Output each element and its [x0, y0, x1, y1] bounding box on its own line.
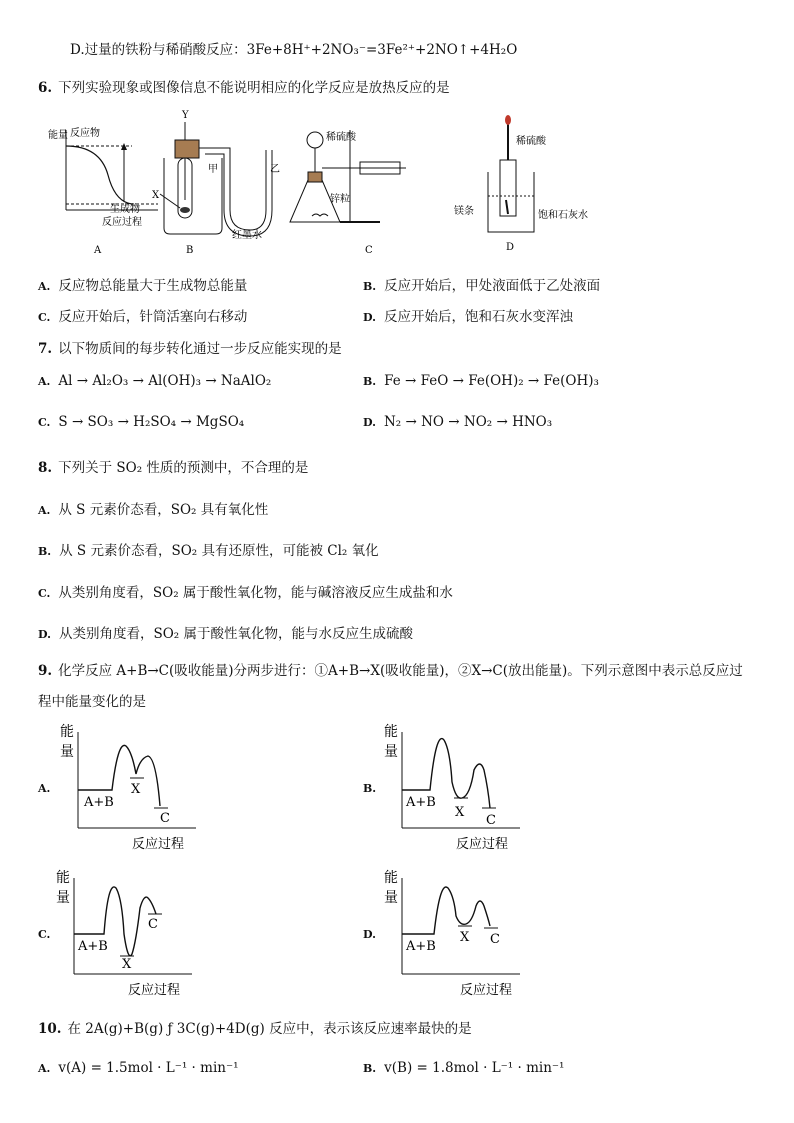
q8-option-a[interactable]	[38, 498, 268, 518]
option-label: A.	[38, 1062, 51, 1075]
question-8-stem	[38, 456, 308, 476]
q9-graph-a	[56, 718, 206, 856]
option-label: B.	[363, 782, 377, 795]
q10-option-b[interactable]	[363, 1060, 564, 1076]
q9-graph-d	[380, 864, 530, 1002]
option-text: N₂ → NO → NO₂ → HNO₃	[383, 414, 553, 430]
fig-d-lime: 饱和石灰水	[538, 210, 588, 221]
graph-ylabel: 能	[56, 870, 70, 886]
graph-end: C	[160, 811, 170, 826]
question-7-stem	[38, 337, 342, 357]
option-label: B.	[363, 1062, 377, 1075]
option-label: A.	[38, 280, 51, 293]
fig-a-xlabel: 反应过程	[102, 217, 142, 228]
question-10-stem	[38, 1017, 472, 1037]
option-label: B.	[38, 545, 52, 558]
graph-start: A+B	[406, 939, 436, 954]
figure-d-apparatus	[454, 115, 588, 253]
q9-graph-b	[380, 718, 530, 856]
question-text: 下列关于 SO₂ 性质的预测中，不合理的是	[58, 460, 309, 476]
fig-b-water: 红墨水	[232, 230, 262, 241]
option-label: D.	[38, 628, 51, 641]
graph-ylabel: 量	[56, 890, 70, 906]
graph-mid: X	[455, 805, 465, 820]
graph-ylabel: 能	[384, 870, 398, 886]
graph-ylabel: 量	[60, 744, 74, 760]
q6-figures	[40, 110, 600, 260]
figure-a-energy-diagram	[48, 126, 158, 256]
fig-b-y: Y	[182, 110, 189, 121]
question-text: 下列实验现象或图像信息不能说明相应的化学反应是放热反应的是	[58, 80, 450, 96]
graph-ylabel: 能	[60, 724, 74, 740]
option-text: v(B) = 1.8mol · L⁻¹ · min⁻¹	[384, 1060, 565, 1076]
graph-start: A+B	[78, 939, 108, 954]
question-number: 7.	[38, 341, 53, 357]
graph-mid: X	[460, 930, 470, 945]
option-text: v(A) = 1.5mol · L⁻¹ · min⁻¹	[58, 1060, 239, 1076]
option-text: 从 S 元素价态看，SO₂ 具有还原性，可能被 Cl₂ 氧化	[59, 543, 379, 559]
fig-a-ylabel: 能量	[48, 130, 68, 141]
fig-b-jia: 甲	[208, 164, 218, 175]
graph-ylabel: 量	[384, 890, 398, 906]
option-text: 从类别角度看，SO₂ 属于酸性氧化物，能与水反应生成硫酸	[58, 626, 414, 642]
question-number: 9.	[38, 663, 53, 679]
graph-xlabel: 反应过程	[128, 983, 181, 998]
q6-option-c[interactable]	[38, 305, 247, 325]
graph-end: C	[486, 813, 496, 828]
prev-option-d: D.过量的铁粉与稀硝酸反应：3Fe+8H⁺+2NO₃⁻=3Fe²⁺+2NO↑+4H₂O	[70, 42, 518, 58]
graph-end: C	[148, 917, 158, 932]
q6-option-d[interactable]	[363, 305, 573, 325]
option-text: 反应开始后，甲处液面低于乙处液面	[384, 278, 601, 294]
option-label: D.	[363, 311, 376, 324]
option-label: B.	[363, 375, 377, 388]
graph-mid: X	[131, 782, 141, 797]
fig-c-zinc: 锌粒	[330, 194, 350, 205]
q7-option-c[interactable]	[38, 414, 244, 430]
question-number: 10.	[38, 1021, 62, 1037]
graph-mid: X	[122, 957, 132, 972]
q8-option-d[interactable]	[38, 622, 413, 642]
fig-d-acid: 稀硫酸	[516, 136, 546, 147]
figure-c-apparatus	[290, 130, 406, 256]
graph-ylabel: 能	[384, 724, 398, 740]
graph-start: A+B	[406, 795, 436, 810]
option-label: B.	[363, 280, 377, 293]
fig-a-reactant: 反应物	[70, 128, 100, 139]
fig-d-mg: 镁条	[454, 206, 474, 217]
graph-xlabel: 反应过程	[132, 837, 185, 852]
question-text: 化学反应 A+B→C(吸收能量)分两步进行：①A+B→X(吸收能量)，②X→C(放出能量)。下列示意图中表示总反应过	[58, 663, 743, 679]
q6-option-a[interactable]	[38, 274, 247, 294]
question-number: 6.	[38, 80, 53, 96]
figure-b-apparatus	[152, 110, 280, 256]
graph-xlabel: 反应过程	[456, 837, 509, 852]
q6-option-b[interactable]	[363, 274, 600, 294]
question-9-stem-line2: 程中能量变化的是	[38, 694, 146, 710]
option-text: 从类别角度看，SO₂ 属于酸性氧化物，能与碱溶液反应生成盐和水	[58, 585, 453, 601]
option-label: C.	[38, 928, 51, 941]
option-text: S → SO₃ → H₂SO₄ → MgSO₄	[58, 414, 245, 430]
option-label: C.	[38, 311, 51, 324]
option-text: 反应开始后，饱和石灰水变浑浊	[383, 309, 573, 325]
fig-d-caption: D	[506, 242, 515, 253]
option-label: D.	[363, 416, 376, 429]
option-label: D.	[363, 928, 376, 941]
option-text: 反应物总能量大于生成物总能量	[58, 278, 248, 294]
q7-option-a[interactable]	[38, 373, 271, 389]
option-label: A.	[38, 504, 51, 517]
q8-option-b[interactable]	[38, 539, 379, 559]
graph-end: C	[490, 932, 500, 947]
fig-b-x: X	[152, 190, 160, 201]
fig-b-yi: 乙	[270, 164, 280, 175]
fig-c-caption: C	[365, 245, 373, 256]
option-label: A.	[38, 375, 51, 388]
option-text: Al → Al₂O₃ → Al(OH)₃ → NaAlO₂	[58, 373, 272, 389]
fig-c-acid: 稀硫酸	[326, 132, 356, 143]
option-text: Fe → FeO → Fe(OH)₂ → Fe(OH)₃	[384, 373, 599, 389]
q8-option-c[interactable]	[38, 581, 453, 601]
q9-graph-c	[52, 864, 202, 1002]
option-label: C.	[38, 416, 51, 429]
q10-option-a[interactable]	[38, 1060, 239, 1076]
fig-a-product: 生成物	[110, 204, 140, 215]
question-9-stem-line1	[38, 659, 743, 679]
option-text: 反应开始后，针筒活塞向右移动	[58, 309, 248, 325]
question-text: 以下物质间的每步转化通过一步反应能实现的是	[58, 341, 342, 357]
option-label: A.	[38, 782, 51, 795]
fig-b-caption: B	[186, 245, 194, 256]
q7-option-b[interactable]	[363, 373, 599, 389]
question-6-stem	[38, 76, 450, 96]
option-label: C.	[38, 587, 51, 600]
graph-start: A+B	[84, 795, 114, 810]
question-number: 8.	[38, 460, 53, 476]
option-text: 从 S 元素价态看，SO₂ 具有氧化性	[58, 502, 269, 518]
question-text: 在 2A(g)+B(g) ƒ 3C(g)+4D(g) 反应中，表示该反应速率最快的是	[67, 1021, 472, 1037]
fig-a-caption: A	[94, 245, 102, 256]
graph-ylabel: 量	[384, 744, 398, 760]
graph-xlabel: 反应过程	[460, 983, 513, 998]
q7-option-d[interactable]	[363, 414, 552, 430]
